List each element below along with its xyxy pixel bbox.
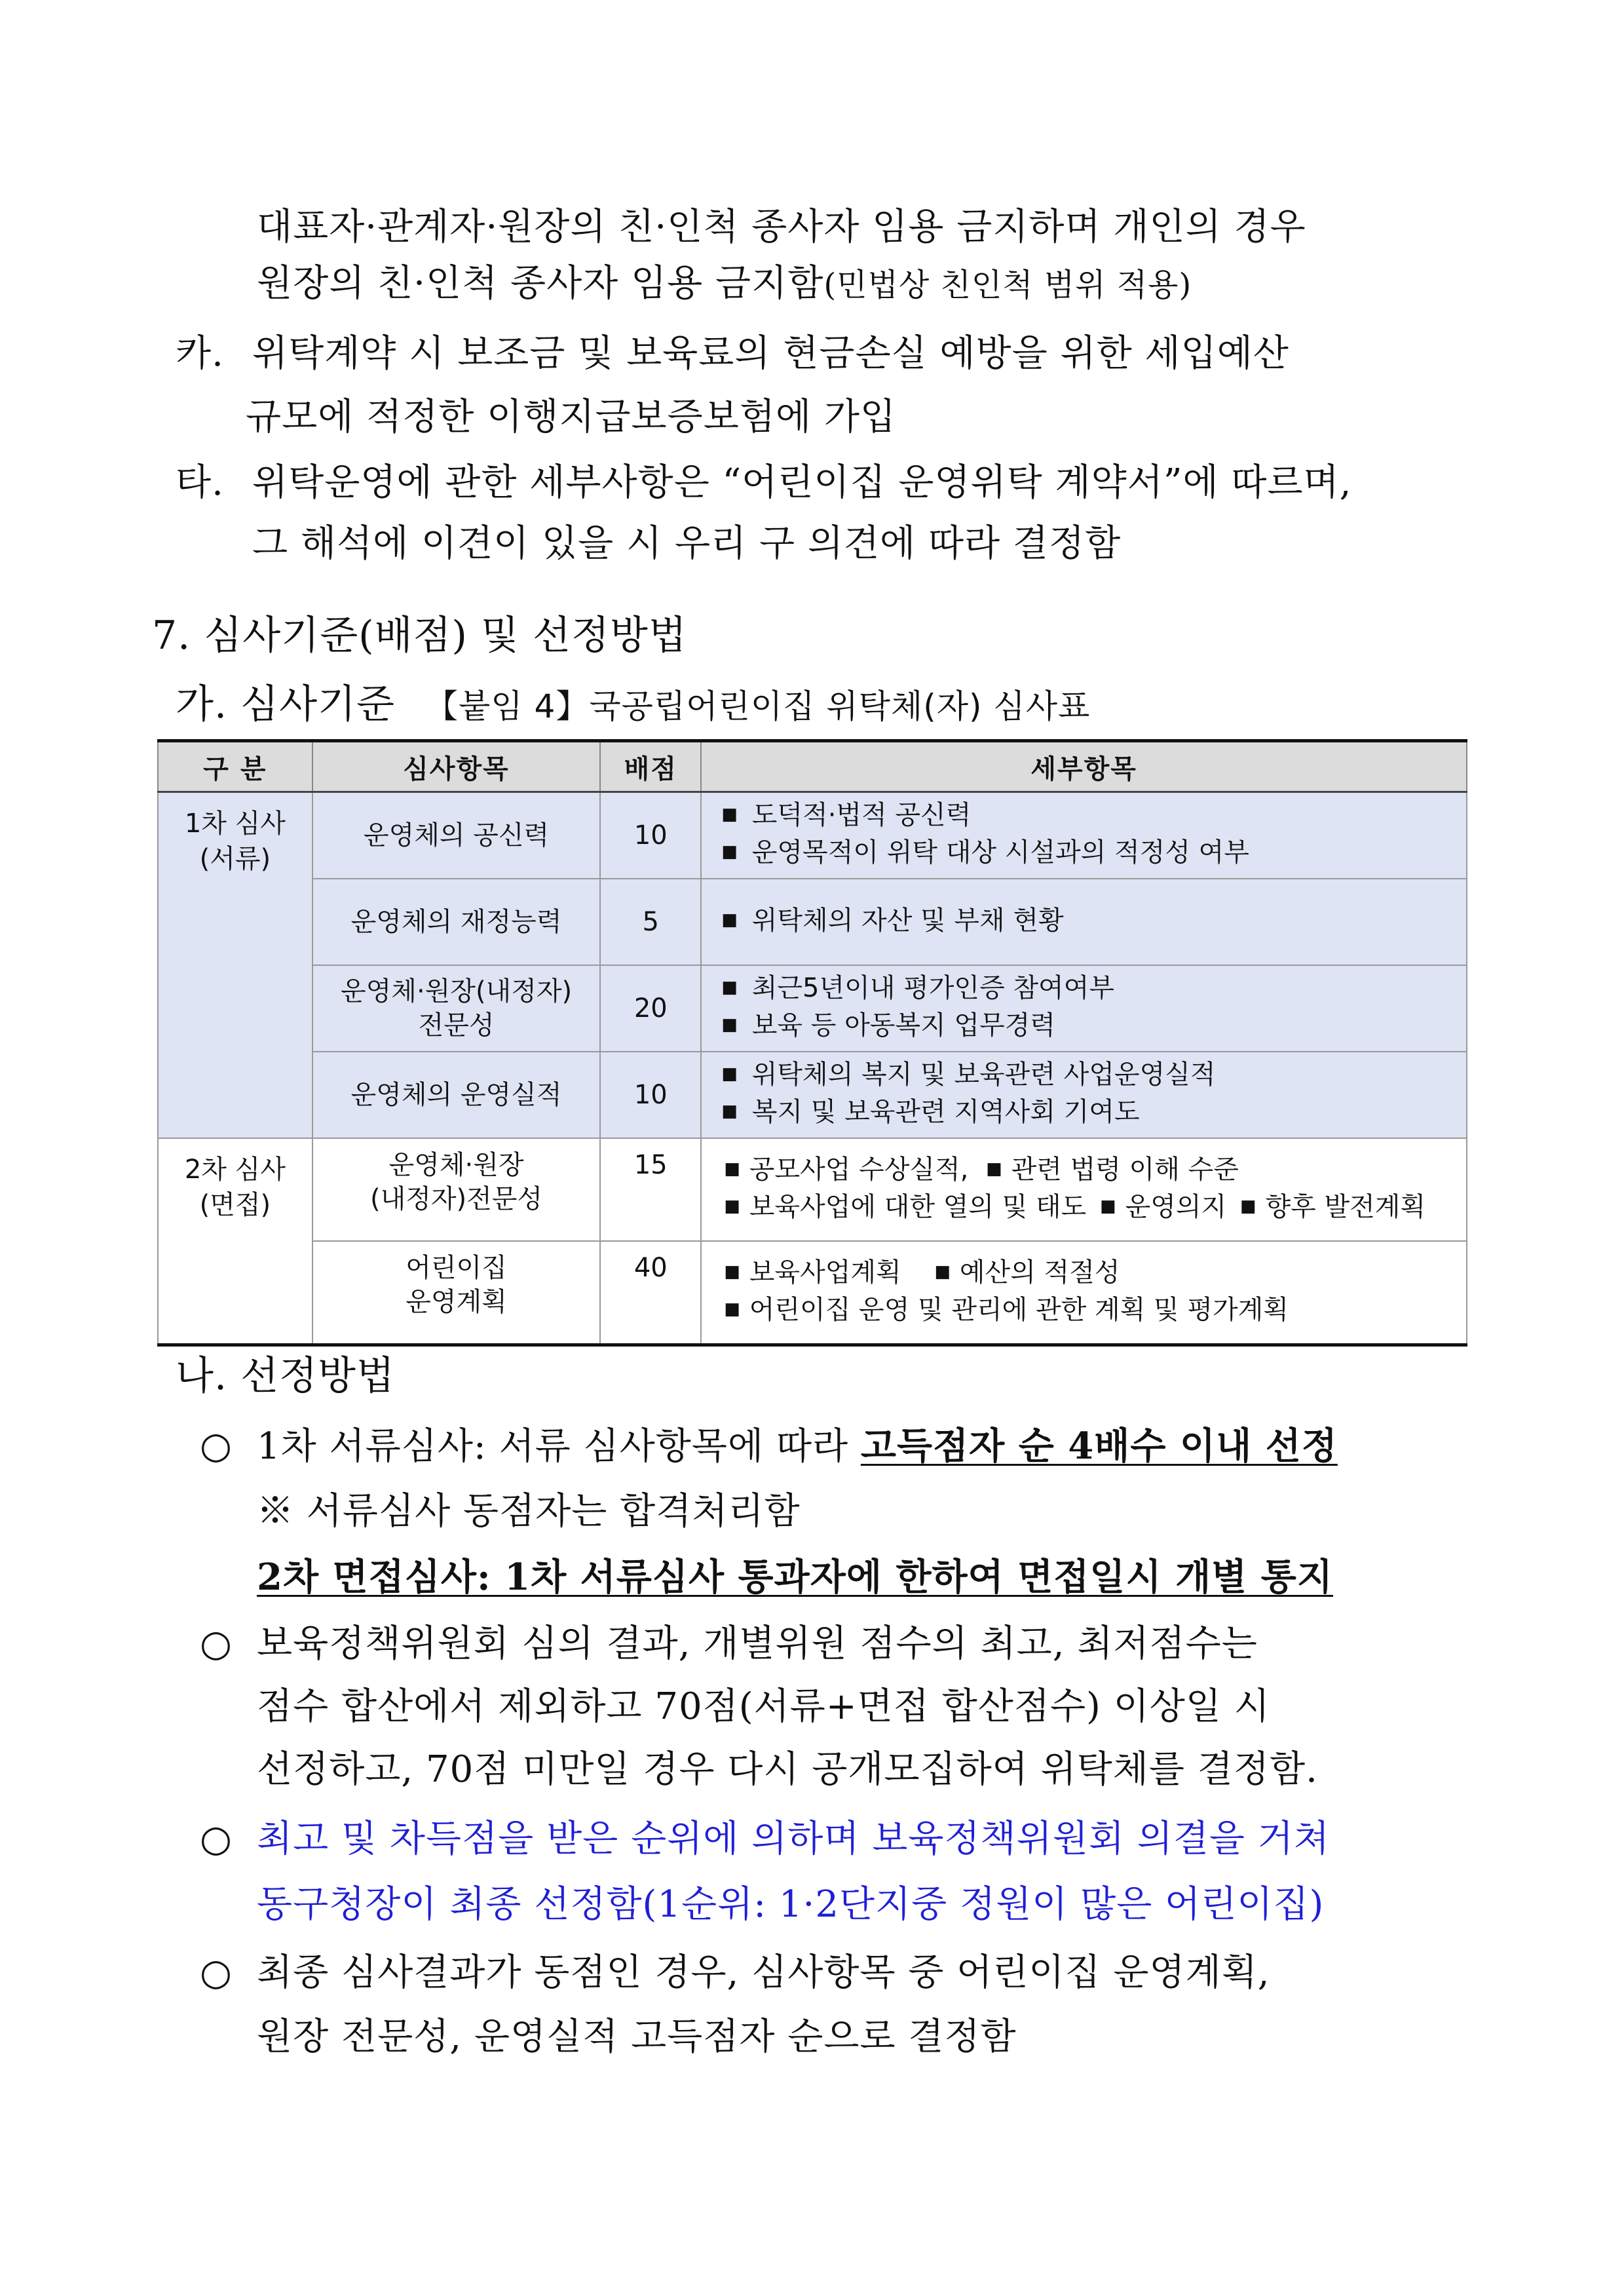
- continued-line-2-note: (민법상 친인척 범위 적용): [823, 267, 1192, 303]
- item-ta-line-1: 위탁운영에 관한 세부사항은 “어린이집 운영위탁 계약서”에 따르며,: [252, 461, 1352, 504]
- criteria-item: [312, 965, 601, 1052]
- detail-bullet: ■ 운영목적이 위탁 대상 시설과의 적정성 여부: [721, 835, 1465, 873]
- header-score: 배점: [600, 741, 701, 792]
- detail-bullet: ■ 보육사업계획: [719, 1257, 901, 1288]
- table-row: [158, 1052, 1467, 1138]
- detail-bullet: ■ 관련 법령 이해 수준: [981, 1155, 1239, 1185]
- method-1-emphasis: 고득점자 순 4배수 이내 선정: [860, 1425, 1338, 1468]
- stage-1-cell: [158, 792, 312, 1139]
- method-4-line-1: 최종 심사결과가 동점인 경우, 심사항목 중 어린이집 운영계획,: [257, 1951, 1270, 1994]
- detail-bullet: ■ 어린이집 운영 및 관리에 관한 계획 및 평가계획: [719, 1295, 1289, 1325]
- method-3-line-2: 동구청장이 최종 선정함(1순위: 1·2단지중 정원이 많은 어린이집): [257, 1883, 1325, 1926]
- method-1-text: 1차 서류심사: 서류 심사항목에 따라: [257, 1425, 861, 1468]
- header-item: 심사항목: [312, 741, 601, 792]
- header-category: 구 분: [158, 741, 312, 792]
- screening-criteria-table: [157, 739, 1467, 1347]
- method-2-line-3: 선정하고, 70점 미만일 경우 다시 공개모집하여 위탁체를 결정함.: [257, 1748, 1318, 1791]
- detail-bullet: ■ 복지 및 보육관련 지역사회 기여도: [721, 1095, 1465, 1132]
- method-1-second-stage: 2차 면접심사: 1차 서류심사 통과자에 한하여 면접일시 개별 통지: [257, 1556, 1333, 1599]
- criteria-item-line-1: 운영체·원장(내정자): [341, 976, 573, 1006]
- item-ta-line-2: 그 해석에 이견이 있을 시 우리 구 의견에 따라 결정함: [252, 522, 1122, 565]
- item-ka-line-1: 위탁계약 시 보조금 및 보육료의 현금손실 예방을 위한 세입예산: [252, 332, 1289, 375]
- detail-bullet: ■ 위탁체의 자산 및 부채 현황: [721, 904, 1465, 941]
- detail-bullet: ■ 공모사업 수상실적,: [719, 1155, 968, 1185]
- continued-line-2: [257, 261, 1192, 308]
- criteria-score: 10: [600, 792, 701, 879]
- detail-bullet: ■ 향후 발전계획: [1235, 1192, 1426, 1222]
- criteria-details: [701, 879, 1467, 965]
- subsection-na-title: 나. 선정방법: [176, 1353, 395, 1399]
- criteria-score: 10: [600, 1052, 701, 1138]
- criteria-item-line-1: 어린이집: [406, 1253, 507, 1283]
- detail-bullet: ■ 예산의 적절성: [929, 1257, 1120, 1288]
- detail-bullet: ■ 보육사업에 대한 열의 및 태도: [719, 1192, 1086, 1222]
- header-details: 세부항목: [701, 741, 1467, 792]
- detail-bullet: ■ 도덕적·법적 공신력: [721, 798, 1465, 835]
- method-1-bullet: ○: [200, 1425, 233, 1467]
- table-row: [158, 1241, 1467, 1345]
- method-2-line-1: 보육정책위원회 심의 결과, 개별위원 점수의 최고, 최저점수는: [257, 1622, 1258, 1665]
- method-3-bullet: ○: [200, 1818, 233, 1860]
- detail-line: [719, 1190, 1465, 1227]
- method-1-note: ※ 서류심사 동점자는 합격처리함: [257, 1490, 801, 1533]
- criteria-score: 5: [600, 879, 701, 965]
- criteria-score: 20: [600, 965, 701, 1052]
- method-4-bullet: ○: [200, 1951, 233, 1994]
- item-ka-line-2: 규모에 적정한 이행지급보증보험에 가입: [246, 396, 897, 438]
- attachment-reference: 【붙임 4】국공립어린이집 위탁체(자) 심사표: [425, 687, 1091, 725]
- criteria-item-line-1: 운영체·원장: [388, 1150, 524, 1180]
- criteria-score: 15: [600, 1138, 701, 1241]
- table-row: [158, 965, 1467, 1052]
- criteria-item: 운영체의 운영실적: [312, 1052, 601, 1138]
- criteria-details: [701, 1052, 1467, 1138]
- method-1-line: [257, 1423, 1338, 1470]
- continued-line-1: 대표자·관계자·원장의 친·인척 종사자 임용 금지하며 개인의 경우: [257, 206, 1306, 248]
- criteria-item: 운영체의 재정능력: [312, 879, 601, 965]
- criteria-item-line-2: 운영계획: [406, 1287, 507, 1317]
- table-header-row: [158, 741, 1467, 792]
- table-row: [158, 1138, 1467, 1241]
- continued-line-2-main: 원장의 친·인척 종사자 임용 금지함: [257, 262, 824, 305]
- detail-bullet: ■ 보육 등 아동복지 업무경력: [721, 1008, 1465, 1046]
- detail-bullet: ■ 위탁체의 복지 및 보육관련 사업운영실적: [721, 1058, 1465, 1095]
- criteria-item: [312, 1138, 601, 1241]
- criteria-item-line-2: 전문성: [418, 1010, 495, 1041]
- stage-2-label: 2차 심사: [184, 1155, 286, 1185]
- stage-2-sublabel: (면접): [199, 1190, 271, 1220]
- detail-line: [719, 1293, 1465, 1330]
- detail-line: [719, 1153, 1465, 1190]
- stage-1-label: 1차 심사: [184, 809, 286, 839]
- item-ta-marker: 타.: [176, 461, 224, 504]
- criteria-item-line-2: (내정자)전문성: [370, 1184, 543, 1214]
- subsection-ga: [176, 681, 1090, 729]
- criteria-score: 40: [600, 1241, 701, 1345]
- criteria-details: [701, 792, 1467, 879]
- method-2-bullet: ○: [200, 1622, 233, 1665]
- method-2-line-2: 점수 합산에서 제외하고 70점(서류+면접 합산점수) 이상일 시: [257, 1685, 1270, 1728]
- criteria-item: 운영체의 공신력: [312, 792, 601, 879]
- criteria-details: [701, 965, 1467, 1052]
- table-row: [158, 792, 1467, 879]
- stage-2-cell: [158, 1138, 312, 1345]
- criteria-item: [312, 1241, 601, 1345]
- detail-line: [719, 1255, 1465, 1293]
- detail-bullet: ■ 최근5년이내 평가인증 참여여부: [721, 971, 1465, 1008]
- criteria-details: [701, 1241, 1467, 1345]
- criteria-details: [701, 1138, 1467, 1241]
- subsection-ga-title: 가. 심사기준: [176, 681, 395, 727]
- section-7-title: 7. 심사기준(배점) 및 선정방법: [152, 613, 687, 659]
- stage-1-sublabel: (서류): [199, 844, 271, 874]
- detail-bullet: ■ 운영의지: [1095, 1192, 1226, 1222]
- table-row: [158, 879, 1467, 965]
- method-3-line-1: 최고 및 차득점을 받은 순위에 의하며 보육정책위원회 의결을 거쳐: [257, 1818, 1330, 1860]
- item-ka-marker: 카.: [176, 332, 224, 375]
- method-4-line-2: 원장 전문성, 운영실적 고득점자 순으로 결정함: [257, 2016, 1017, 2058]
